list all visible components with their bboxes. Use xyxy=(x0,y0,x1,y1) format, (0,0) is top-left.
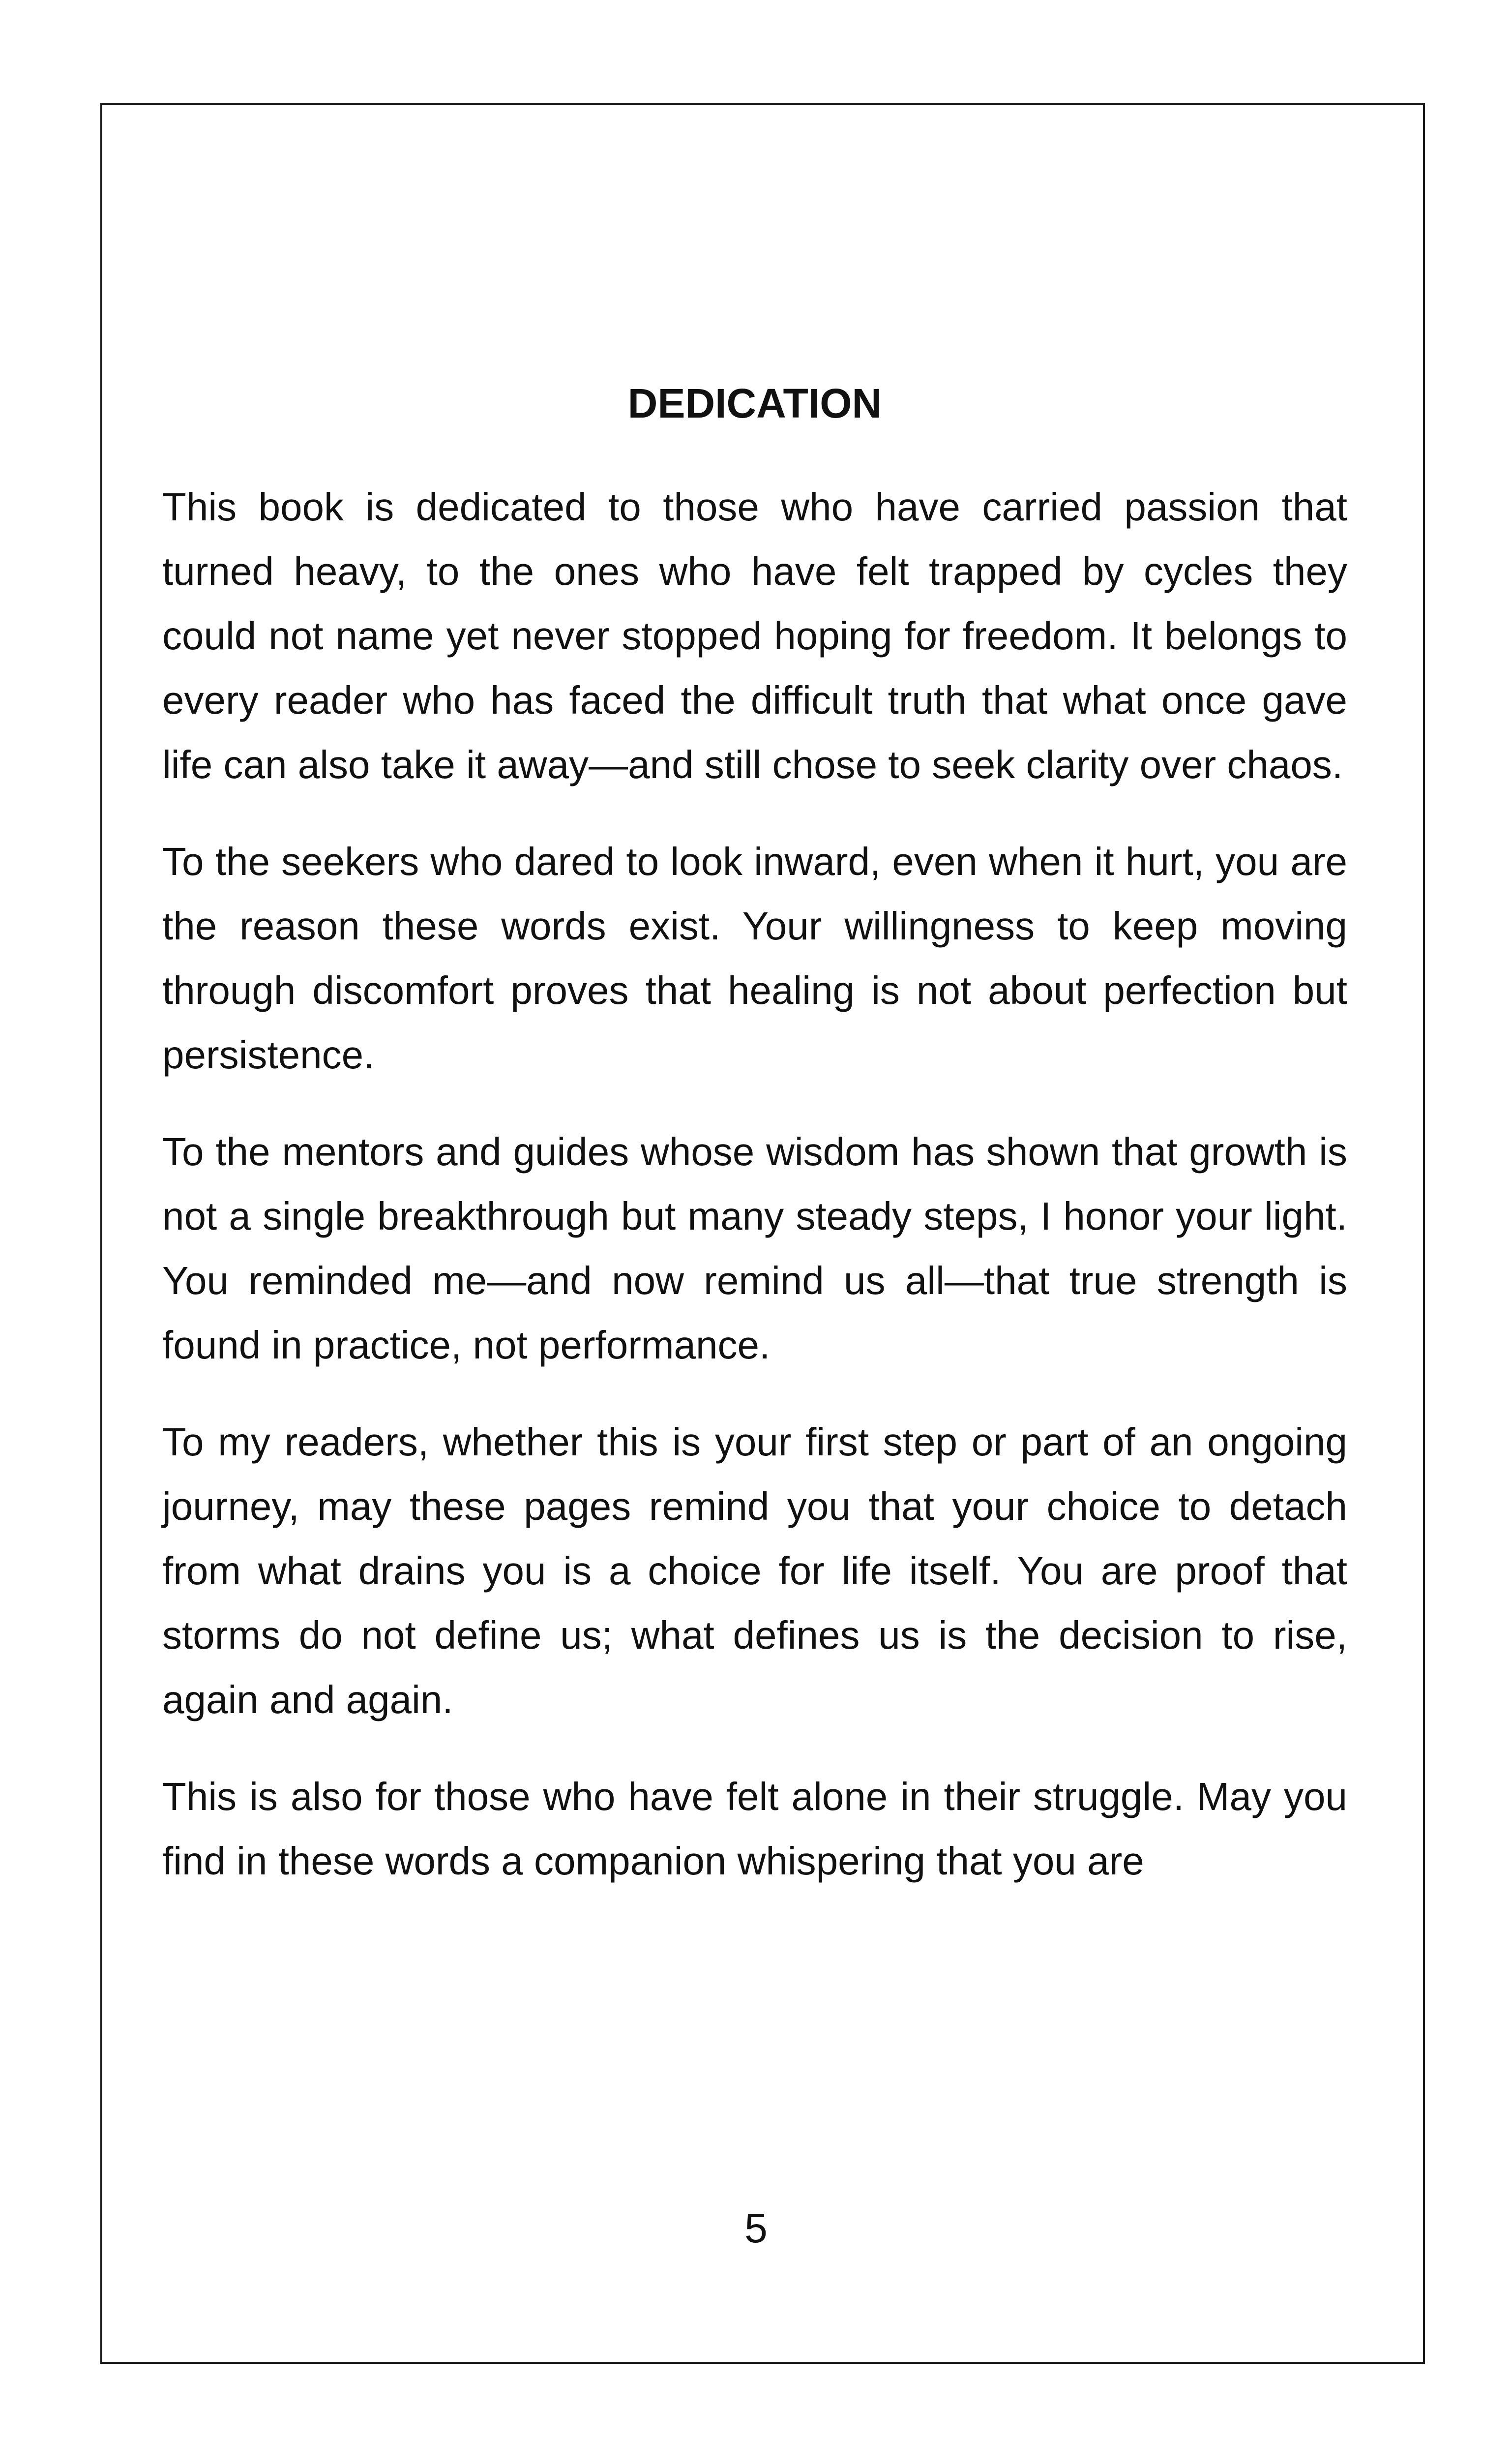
paragraph-5: This is also for those who have felt alone in their struggle. May you find in these words a companion whispering that you are xyxy=(162,1775,1347,1883)
paragraph-3: To the mentors and guides whose wisdom has shown that growth is not a single breakthrough but many steady steps, I honor your light. You reminded me—and now remind us all—that true strength is found in practice, not performance. xyxy=(162,1130,1347,1367)
page-content xyxy=(162,379,1347,1926)
page-title: DEDICATION xyxy=(627,380,882,426)
paragraph-2: To the seekers who dared to look inward, even when it hurt, you are the reason these words exist. Your willingness to keep moving through discomfort proves that healing is not about perfection but persistence. xyxy=(162,840,1347,1077)
paragraph-4: To my readers, whether this is your first step or part of an ongoing journey, may these pages remind you that your choice to detach from what drains you is a choice for life itself. You are proof that storms do not define us; what defines us is the decision to rise, again and again. xyxy=(162,1420,1347,1721)
paragraph-1: This book is dedicated to those who have carried passion that turned heavy, to the ones who have felt trapped by cycles they could not name yet never stopped hoping for freedom. It belongs to every reader who has faced the difficult truth that what once gave life can also take it away—and still chose to seek clarity over chaos. xyxy=(162,485,1347,786)
page-number: 5 xyxy=(744,2205,768,2251)
